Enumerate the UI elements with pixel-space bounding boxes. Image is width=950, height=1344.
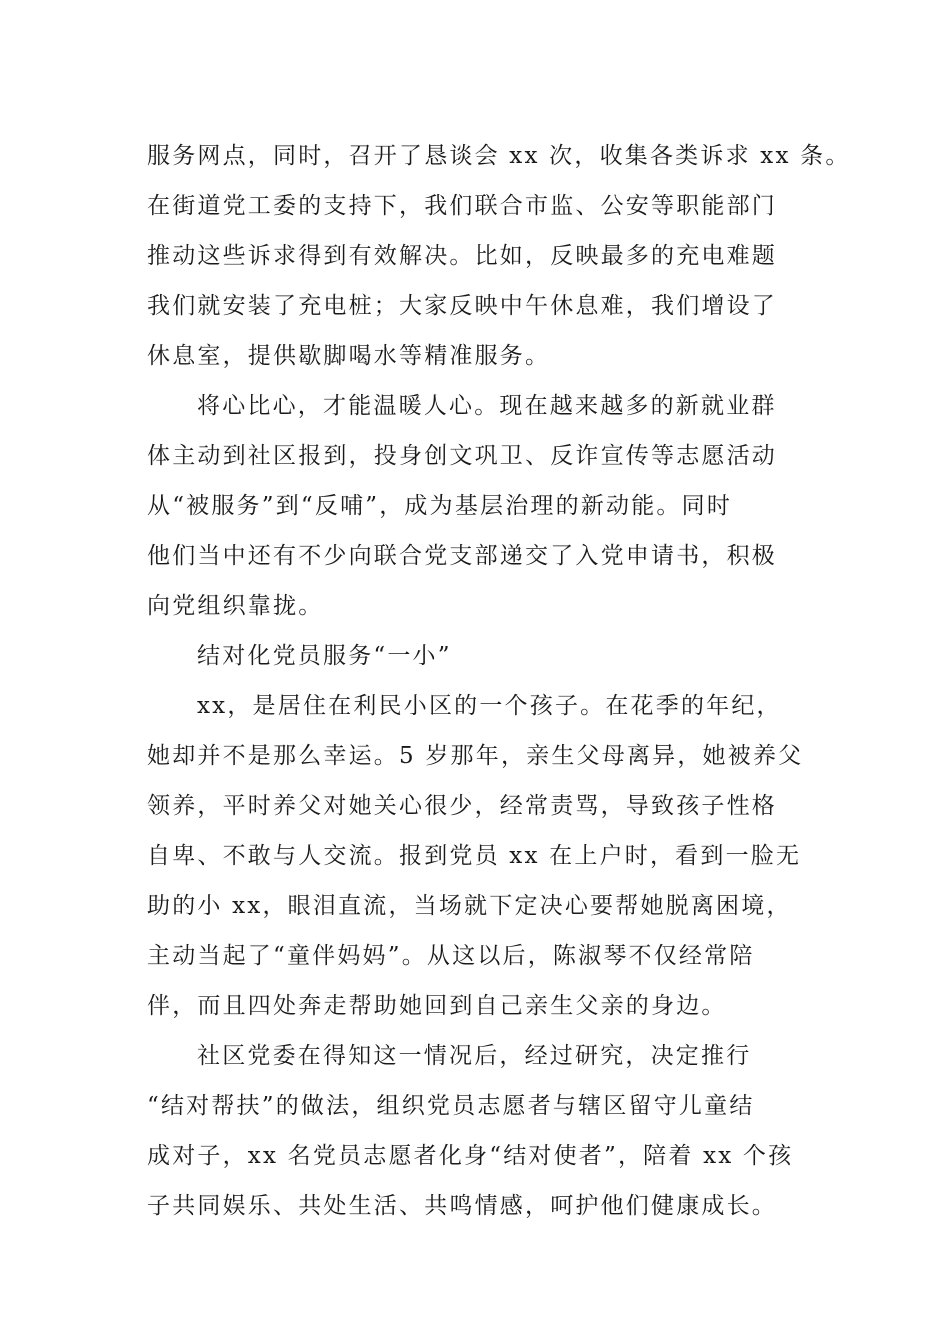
paragraph-first-line: xx，是居住在利民小区的一个孩子。在花季的年纪， — [197, 693, 782, 719]
text-line: 服务网点，同时，召开了恳谈会 xx 次，收集各类诉求 xx 条。 — [147, 143, 851, 169]
text-line: 自卑、不敢与人交流。报到党员 xx 在上户时，看到一脸无 — [147, 843, 802, 869]
paragraph-first-line: 社区党委在得知这一情况后，经过研究，决定推行 — [197, 1043, 752, 1069]
paragraph-first-line: 将心比心，才能温暖人心。现在越来越多的新就业群 — [197, 393, 777, 419]
text-line: 成对子，xx 名党员志愿者化身“结对使者”，陪着 xx 个孩 — [147, 1143, 794, 1169]
text-line: 休息室，提供歇脚喝水等精准服务。 — [147, 343, 551, 369]
text-line: 她却并不是那么幸运。5 岁那年，亲生父母离异，她被养父 — [147, 743, 804, 769]
text-line: 向党组织靠拢。 — [147, 593, 324, 619]
text-line: 他们当中还有不少向联合党支部递交了入党申请书，积极 — [147, 543, 777, 569]
text-line: 推动这些诉求得到有效解决。比如，反映最多的充电难题 — [147, 243, 777, 269]
text-line: 助的小 xx，眼泪直流，当场就下定决心要帮她脱离困境， — [147, 893, 792, 919]
text-line: 在街道党工委的支持下，我们联合市监、公安等职能部门 — [147, 193, 777, 219]
text-line: 伴，而且四处奔走帮助她回到自己亲生父亲的身边。 — [147, 993, 727, 1019]
text-line: 从“被服务”到“反哺”，成为基层治理的新动能。同时 — [147, 493, 733, 519]
text-line: 体主动到社区报到，投身创文巩卫、反诈宣传等志愿活动 — [147, 443, 777, 469]
section-heading: 结对化党员服务“一小” — [197, 643, 452, 669]
text-line: “结对帮扶”的做法，组织党员志愿者与辖区留守儿童结 — [147, 1093, 755, 1119]
text-line: 子共同娱乐、共处生活、共鸣情感，呵护他们健康成长。 — [147, 1193, 777, 1219]
text-line: 我们就安装了充电桩；大家反映中午休息难，我们增设了 — [147, 293, 777, 319]
text-line: 领养，平时养父对她关心很少，经常责骂，导致孩子性格 — [147, 793, 777, 819]
text-line: 主动当起了“童伴妈妈”。从这以后，陈淑琴不仅经常陪 — [147, 943, 755, 969]
document-body — [147, 131, 851, 1231]
